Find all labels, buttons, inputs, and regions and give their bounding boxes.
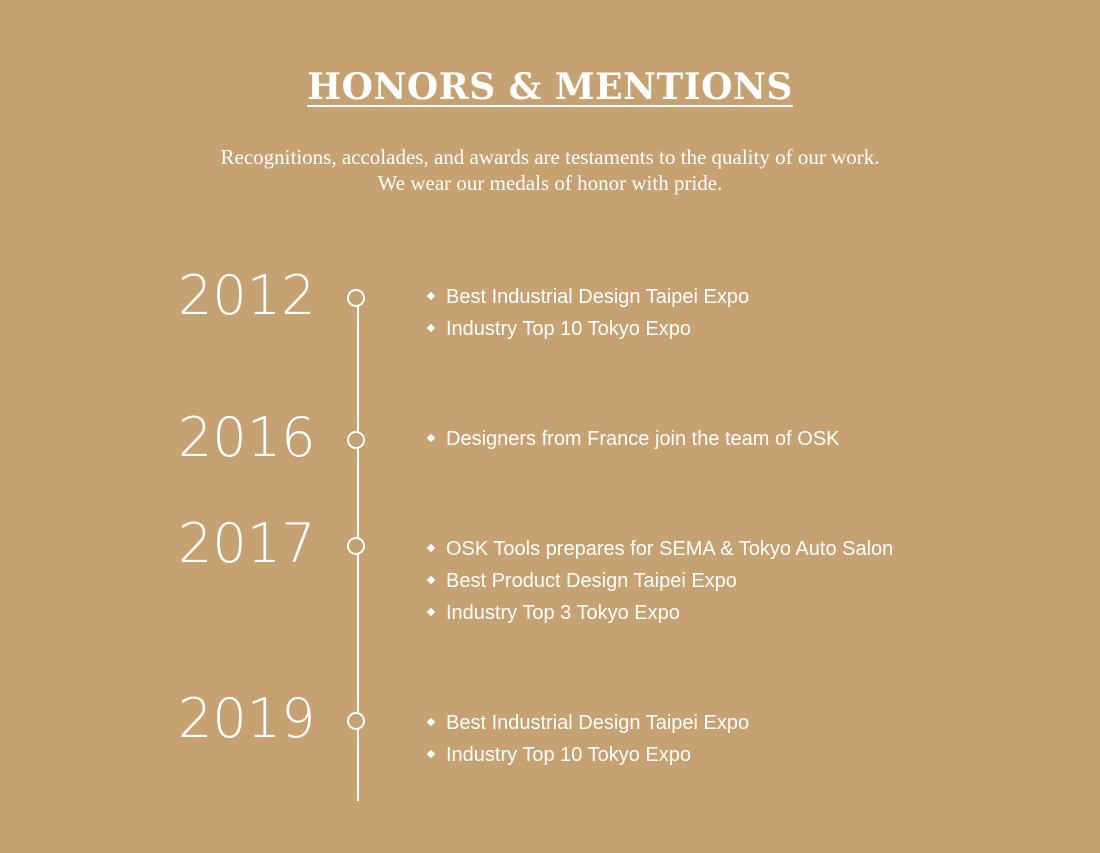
timeline-item xyxy=(425,423,840,455)
timeline-item-label: Industry Top 3 Tokyo Expo xyxy=(446,602,680,624)
timeline-node-icon xyxy=(347,712,365,730)
timeline-items-2017 xyxy=(425,533,893,629)
timeline-item-label: Best Industrial Design Taipei Expo xyxy=(446,712,750,734)
timeline-item xyxy=(425,281,749,313)
timeline-year-2019: 2019 xyxy=(178,687,316,750)
diamond-bullet-icon xyxy=(427,544,436,553)
timeline-item xyxy=(425,597,893,629)
timeline-item-label: Industry Top 10 Tokyo Expo xyxy=(446,744,691,766)
timeline-year-2012: 2012 xyxy=(178,264,316,327)
timeline-item xyxy=(425,707,749,739)
page-title xyxy=(0,62,1100,112)
timeline-item xyxy=(425,313,749,345)
page-title-text: HONORS & MENTIONS xyxy=(307,66,793,108)
timeline-item xyxy=(425,533,893,565)
timeline-item-label: OSK Tools prepares for SEMA & Tokyo Auto Salon xyxy=(446,538,894,560)
diamond-bullet-icon xyxy=(427,750,436,759)
diamond-bullet-icon xyxy=(427,608,436,617)
page-subtitle xyxy=(0,144,1100,196)
subtitle-line: Recognitions, accolades, and awards are testaments to the quality of our work. xyxy=(220,145,880,169)
timeline-item-label: Best Product Design Taipei Expo xyxy=(446,570,737,592)
timeline-items-2012 xyxy=(425,281,749,345)
subtitle-line: We wear our medals of honor with pride. xyxy=(377,171,723,195)
timeline-item-label: Best Industrial Design Taipei Expo xyxy=(446,286,750,308)
timeline-items-2016 xyxy=(425,423,840,455)
diamond-bullet-icon xyxy=(427,576,436,585)
timeline-year-2016: 2016 xyxy=(178,406,316,469)
diamond-bullet-icon xyxy=(427,434,436,443)
timeline-item xyxy=(425,739,749,771)
diamond-bullet-icon xyxy=(427,324,436,333)
timeline-node-icon xyxy=(347,431,365,449)
timeline-node-icon xyxy=(347,289,365,307)
timeline-item-label: Designers from France join the team of OSK xyxy=(446,428,840,450)
diamond-bullet-icon xyxy=(427,292,436,301)
timeline-year-2017: 2017 xyxy=(178,512,316,575)
timeline-items-2019 xyxy=(425,707,749,771)
diamond-bullet-icon xyxy=(427,718,436,727)
timeline-item-label: Industry Top 10 Tokyo Expo xyxy=(446,318,691,340)
timeline-item xyxy=(425,565,893,597)
timeline-node-icon xyxy=(347,537,365,555)
